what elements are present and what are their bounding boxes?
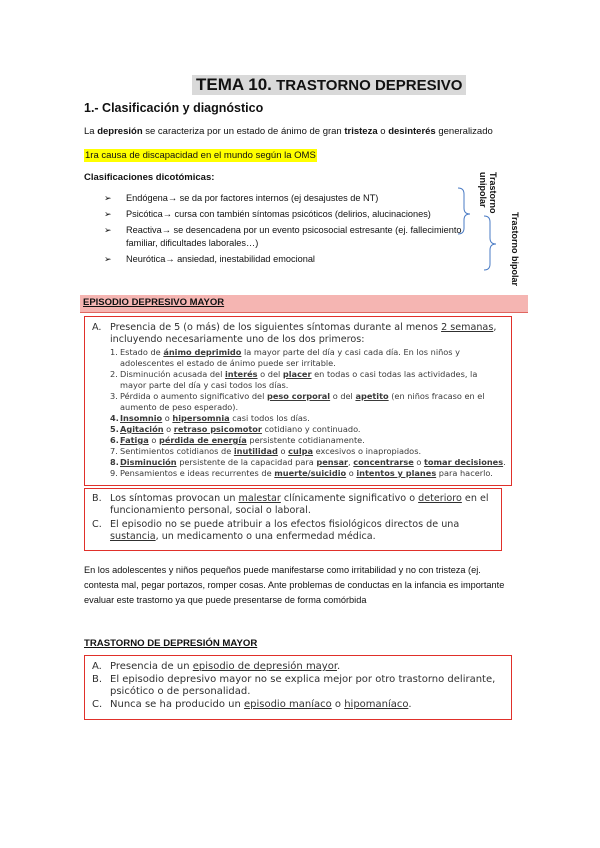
criteria-text: en el funcionamiento personal, social o laboral. bbox=[110, 493, 489, 516]
item-key: interés bbox=[224, 369, 258, 379]
criteria-text: . bbox=[337, 661, 341, 672]
criteria-key: episodio de depresión mayor bbox=[192, 661, 338, 672]
item-number: 5. bbox=[110, 424, 119, 434]
bullet-text: → cursa con también síntomas psicóticos (delirios, alucinaciones) bbox=[162, 209, 431, 219]
criteria-a bbox=[92, 322, 506, 479]
item-key: peso corporal bbox=[266, 391, 331, 401]
item-text: , bbox=[348, 457, 354, 467]
item-key: pérdida de energía bbox=[158, 435, 247, 445]
item-text: o bbox=[277, 446, 289, 456]
item-key: placer bbox=[282, 369, 312, 379]
item-key: intentos y planes bbox=[356, 468, 437, 478]
page-title bbox=[192, 75, 466, 95]
item-text: o del bbox=[257, 369, 283, 379]
bullet-term: Reactiva bbox=[126, 225, 162, 235]
bullet-term: Neurótica bbox=[126, 254, 166, 264]
item-text: o bbox=[162, 413, 173, 423]
item-number: 1. bbox=[110, 347, 118, 357]
arrow-icon: ➢ bbox=[104, 225, 112, 235]
list-item bbox=[110, 369, 506, 391]
item-key: culpa bbox=[288, 446, 314, 456]
criteria-text: o bbox=[331, 698, 345, 710]
item-key: muerte/suicidio bbox=[274, 468, 347, 478]
criteria-text: El episodio depresivo mayor no se explica mejor por otro trastorno delirante, psicótico o de personalidad. bbox=[110, 673, 496, 697]
item-text: o bbox=[148, 435, 159, 445]
criteria-a-comma: , bbox=[493, 322, 497, 333]
item-key: pensar bbox=[316, 457, 349, 467]
item-key: Fatiga bbox=[120, 435, 149, 445]
item-text: o del bbox=[330, 391, 356, 401]
item-number: 3. bbox=[110, 391, 118, 401]
item-text: persistente de la capacidad para bbox=[176, 457, 317, 467]
symptom-list bbox=[92, 347, 506, 479]
item-text: la mayor parte del día y casi cada día. En los niños y adolescentes el estado de ánimo puede ser irritable. bbox=[120, 347, 461, 368]
item-text: para hacerlo. bbox=[436, 468, 493, 478]
list-item bbox=[100, 208, 480, 221]
item-text: excesivos o inapropiados. bbox=[313, 446, 422, 456]
item-key: ánimo deprimido bbox=[163, 347, 242, 357]
item-number: 7. bbox=[110, 446, 118, 456]
list-item bbox=[110, 424, 506, 435]
label-bipolar: Trastorno bipolar bbox=[510, 212, 520, 287]
criteria-b bbox=[92, 493, 494, 517]
item-key: retraso psicomotor bbox=[173, 424, 262, 434]
list-item bbox=[92, 661, 506, 674]
episodio-header: EPISODIO DEPRESIVO MAYOR bbox=[83, 297, 225, 308]
criteria-text: clínicamente significativo o bbox=[280, 493, 419, 504]
list-item bbox=[110, 468, 506, 479]
body-paragraph: En los adolescentes y niños pequeños puede manifestarse como irritabilidad y no con tristeza (ej. contesta mal, pegar portazos, romper cosas. Ante problemas de conductas en la infancia es importante evaluar este trastorno ya que puede presentarse de forma comórbida bbox=[84, 565, 505, 605]
unipolar-brace bbox=[458, 188, 470, 234]
item-text: Estado de bbox=[120, 347, 164, 357]
list-item bbox=[92, 699, 506, 712]
item-text: casi todos los días. bbox=[229, 413, 310, 423]
highlight-note bbox=[84, 150, 317, 161]
intro-text-4: generalizado bbox=[435, 126, 493, 137]
item-key: Insomnio bbox=[120, 413, 163, 423]
episodio-header-bar bbox=[80, 295, 528, 313]
item-text: Disminución acusada del bbox=[120, 369, 225, 379]
list-item bbox=[92, 674, 506, 699]
item-number: 2. bbox=[110, 369, 118, 379]
bullet-text: → se desencadena por un evento psicosocial estresante (ej. fallecimiento familiar, dificultades laborales…) bbox=[126, 225, 462, 248]
label-unipolar bbox=[478, 172, 498, 214]
criteria-a-duration: 2 semanas bbox=[441, 322, 494, 333]
item-number: 4. bbox=[110, 413, 119, 423]
criteria-letter: C. bbox=[92, 698, 103, 710]
criteria-text: El episodio no se puede atribuir a los efectos fisiológicos directos de una bbox=[110, 519, 460, 530]
highlight-text: 1ra causa de discapacidad en el mundo según la OMS bbox=[85, 150, 316, 161]
arrow-icon: ➢ bbox=[104, 209, 112, 219]
item-text: Sentimientos cotidianos de bbox=[120, 446, 234, 456]
section-heading: 1.- Clasificación y diagnóstico bbox=[84, 101, 264, 115]
criteria-text: Nunca se ha producido un bbox=[110, 698, 244, 710]
intro-text-1: La bbox=[84, 126, 98, 137]
item-text: persistente cotidianamente. bbox=[246, 435, 365, 445]
bipolar-brace bbox=[484, 216, 496, 270]
item-key: hipersomnia bbox=[172, 413, 230, 423]
criteria-c bbox=[92, 519, 494, 543]
criteria-letter: B. bbox=[92, 493, 102, 504]
bullet-term: Psicótica bbox=[126, 209, 163, 219]
item-text: en todas o casi todas las actividades, la mayor parte del día y casi todos los días. bbox=[120, 369, 478, 390]
criteria-key: episodio maníaco bbox=[243, 698, 332, 710]
arrow-icon: ➢ bbox=[104, 193, 112, 203]
item-key: apetito bbox=[355, 391, 389, 401]
criteria-letter: A. bbox=[92, 322, 102, 333]
item-number: 6. bbox=[110, 435, 119, 445]
bullet-text: → ansiedad, inestabilidad emocional bbox=[165, 254, 315, 264]
intro-term-desinteres: desinterés bbox=[388, 126, 436, 137]
bullet-text: → se da por factores internos (ej desajustes de NT) bbox=[167, 193, 379, 203]
intro-text-2: se caracteriza por un estado de ánimo de gran bbox=[142, 126, 345, 137]
item-text: (en niños fracaso en el aumento de peso esperado). bbox=[120, 391, 485, 412]
tdm-heading: TRASTORNO DE DEPRESIÓN MAYOR bbox=[84, 638, 258, 649]
item-text: cotidiano y continuado. bbox=[261, 424, 361, 434]
criteria-key: hipomaníaco bbox=[344, 698, 409, 710]
criteria-text: . bbox=[408, 698, 412, 710]
list-item bbox=[110, 391, 506, 413]
criteria-key: sustancia bbox=[110, 531, 156, 542]
list-item bbox=[110, 446, 506, 457]
criteria-bc bbox=[92, 493, 494, 543]
criteria-a-line2: incluyendo necesariamente uno de los dos primeros: bbox=[110, 334, 365, 345]
item-text: Pérdida o aumento significativo del bbox=[120, 391, 267, 401]
list-item bbox=[100, 253, 480, 266]
criteria-text: Los síntomas provocan un bbox=[110, 493, 239, 504]
criteria-key: deterioro bbox=[418, 493, 462, 504]
item-number: 9. bbox=[110, 468, 118, 478]
intro-term-depresion: depresión bbox=[97, 126, 143, 137]
list-item bbox=[100, 192, 480, 205]
item-text: o bbox=[413, 457, 424, 467]
title-number: TEMA 10. bbox=[196, 75, 272, 94]
bullet-term: Endógena bbox=[126, 193, 168, 203]
criteria-a-line1: Presencia de 5 (o más) de los siguientes síntomas durante al menos bbox=[110, 322, 442, 333]
item-key: concentrarse bbox=[353, 457, 414, 467]
clasif-heading: Clasificaciones dicotómicas: bbox=[84, 172, 215, 183]
tdm-criteria bbox=[92, 661, 506, 711]
item-key: Agitación bbox=[120, 424, 164, 434]
list-item bbox=[110, 347, 506, 369]
intro-term-tristeza: tristeza bbox=[344, 126, 378, 137]
intro-paragraph bbox=[84, 126, 493, 137]
arrow-icon: ➢ bbox=[104, 254, 112, 264]
item-key: inutilidad bbox=[233, 446, 278, 456]
item-number: 8. bbox=[110, 457, 119, 467]
item-text: o bbox=[346, 468, 357, 478]
criteria-letter: C. bbox=[92, 519, 102, 530]
item-text: . bbox=[503, 457, 506, 467]
criteria-letter: A. bbox=[92, 661, 102, 672]
list-item bbox=[110, 413, 506, 424]
bullet-list bbox=[100, 192, 480, 269]
item-key: Disminución bbox=[120, 457, 177, 467]
item-text: o bbox=[163, 424, 174, 434]
intro-text-3: o bbox=[377, 126, 389, 137]
criteria-letter: B. bbox=[92, 673, 103, 685]
criteria-text: , un medicamento o una enfermedad médica. bbox=[155, 531, 376, 542]
list-item bbox=[110, 457, 506, 468]
list-item bbox=[110, 435, 506, 446]
list-item bbox=[100, 224, 480, 250]
item-text: Pensamientos e ideas recurrentes de bbox=[120, 468, 275, 478]
label-unipolar-1: Trastorno bbox=[488, 172, 498, 214]
criteria-key: malestar bbox=[238, 493, 281, 504]
label-unipolar-2: unipolar bbox=[478, 172, 488, 208]
item-key: tomar decisiones bbox=[423, 457, 504, 467]
title-text: TRASTORNO DEPRESIVO bbox=[276, 77, 463, 94]
criteria-text: Presencia de un bbox=[110, 661, 193, 672]
